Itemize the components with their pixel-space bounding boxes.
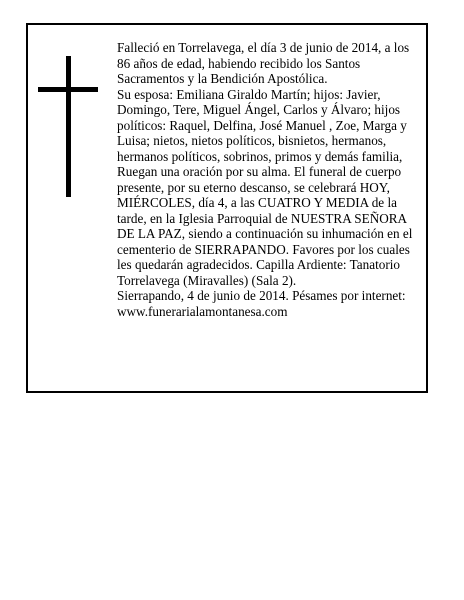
cross-vertical-bar <box>66 56 71 197</box>
place-date-and-website: Sierrapando, 4 de junio de 2014. Pésames por internet: www.funerarialamontanesa.com <box>117 288 406 319</box>
obituary-text <box>117 40 423 319</box>
cross-horizontal-bar <box>38 87 98 92</box>
cross-icon <box>38 56 98 197</box>
obituary-notice <box>26 23 428 393</box>
family-and-funeral-details: Su esposa: Emiliana Giraldo Martín; hijos: Javier, Domingo, Tere, Miguel Ángel, Carlos y Álvaro; hijos políticos: Raquel, Delfina, José Manuel , Zoe, Marga y Luisa; nietos, nietos políticos, bisnietos, hermanos, hermanos políticos, sobrinos, primos y demás familia, Ruegan una oración por su alma. El funeral de cuerpo presente, por su eterno descanso, se celebrará HOY, MIÉRCOLES, día 4, a las CUATRO Y MEDIA de la tarde, en la Iglesia Parroquial de NUESTRA SEÑORA DE LA PAZ, siendo a continuación su inhumación en el cementerio de SIERRAPANDO. Favores por los cuales les quedarán agradecidos. Capilla Ardiente: Tanatorio Torrelavega (Miravalles) (Sala 2). <box>117 86 413 288</box>
death-announcement: Falleció en Torrelavega, el día 3 de junio de 2014, a los 86 años de edad, habiendo recibido los Santos Sacramentos y la Bendición Apostólica. <box>117 40 410 86</box>
